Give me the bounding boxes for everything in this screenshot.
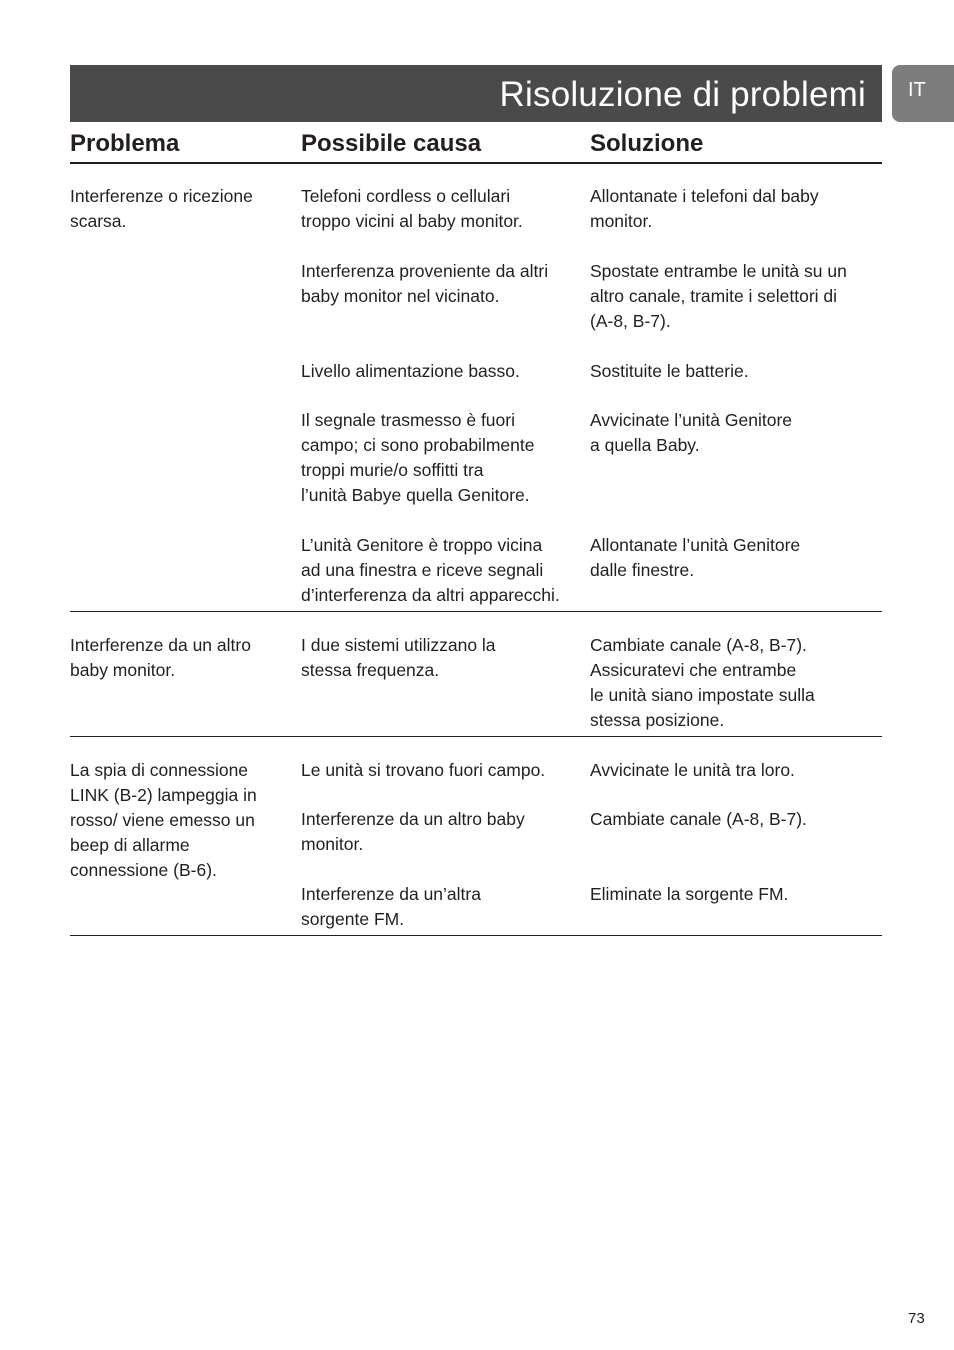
- problem-cell: Interferenze o ricezione scarsa.: [70, 186, 253, 231]
- solution-cell: Avvicinate le unità tra loro.: [590, 760, 795, 780]
- language-tab-label: IT: [908, 79, 926, 101]
- column-header-problem: Problema: [70, 130, 180, 157]
- solution-cell: Avvicinate l’unità Genitore a quella Baby.: [590, 410, 793, 455]
- row-divider: [70, 736, 882, 737]
- row-divider: [70, 611, 882, 612]
- cause-cell: Livello alimentazione basso.: [301, 361, 520, 381]
- solution-cell: Eliminate la sorgente FM.: [590, 884, 789, 904]
- cause-cell: Telefoni cordless o cellulari troppo vicini al baby monitor.: [301, 186, 523, 231]
- cause-cell: Il segnale trasmesso è fuori campo; ci sono probabilmente troppi murie/o soffitti tra l’unità Babye quella Genitore.: [301, 410, 535, 505]
- row-divider: [70, 935, 882, 936]
- cause-cell: L’unità Genitore è troppo vicina ad una finestra e riceve segnali d’interferenza da altri apparecchi.: [301, 535, 560, 605]
- cause-cell: I due sistemi utilizzano la stessa frequenza.: [301, 635, 496, 680]
- column-header-solution: Soluzione: [590, 130, 704, 157]
- solution-cell: Spostate entrambe le unità su un altro canale, tramite i selettori di (A-8, B-7).: [590, 261, 847, 331]
- solution-cell: Cambiate canale (A-8, B-7). Assicuratevi che entrambe le unità siano impostate sulla stessa posizione.: [590, 635, 815, 730]
- problem-cell: Interferenze da un altro baby monitor.: [70, 635, 251, 680]
- language-tab: [892, 65, 954, 122]
- problem-cell: La spia di connessione LINK (B-2) lampeggia in rosso/ viene emesso un beep di allarme connessione (B-6).: [70, 760, 257, 880]
- page-title: Risoluzione di problemi: [499, 75, 866, 114]
- title-bar: [70, 65, 882, 122]
- cause-cell: Le unità si trovano fuori campo.: [301, 760, 546, 780]
- solution-cell: Sostituite le batterie.: [590, 361, 749, 381]
- column-header-cause: Possibile causa: [301, 130, 482, 157]
- header-divider: [70, 162, 882, 164]
- cause-cell: Interferenza proveniente da altri baby monitor nel vicinato.: [301, 261, 549, 306]
- solution-cell: Cambiate canale (A-8, B-7).: [590, 809, 807, 829]
- solution-cell: Allontanate i telefoni dal baby monitor.: [590, 186, 819, 231]
- cause-cell: Interferenze da un’altra sorgente FM.: [301, 884, 481, 929]
- page-number: 73: [908, 1310, 925, 1327]
- solution-cell: Allontanate l’unità Genitore dalle finestre.: [590, 535, 801, 580]
- cause-cell: Interferenze da un altro baby monitor.: [301, 809, 525, 854]
